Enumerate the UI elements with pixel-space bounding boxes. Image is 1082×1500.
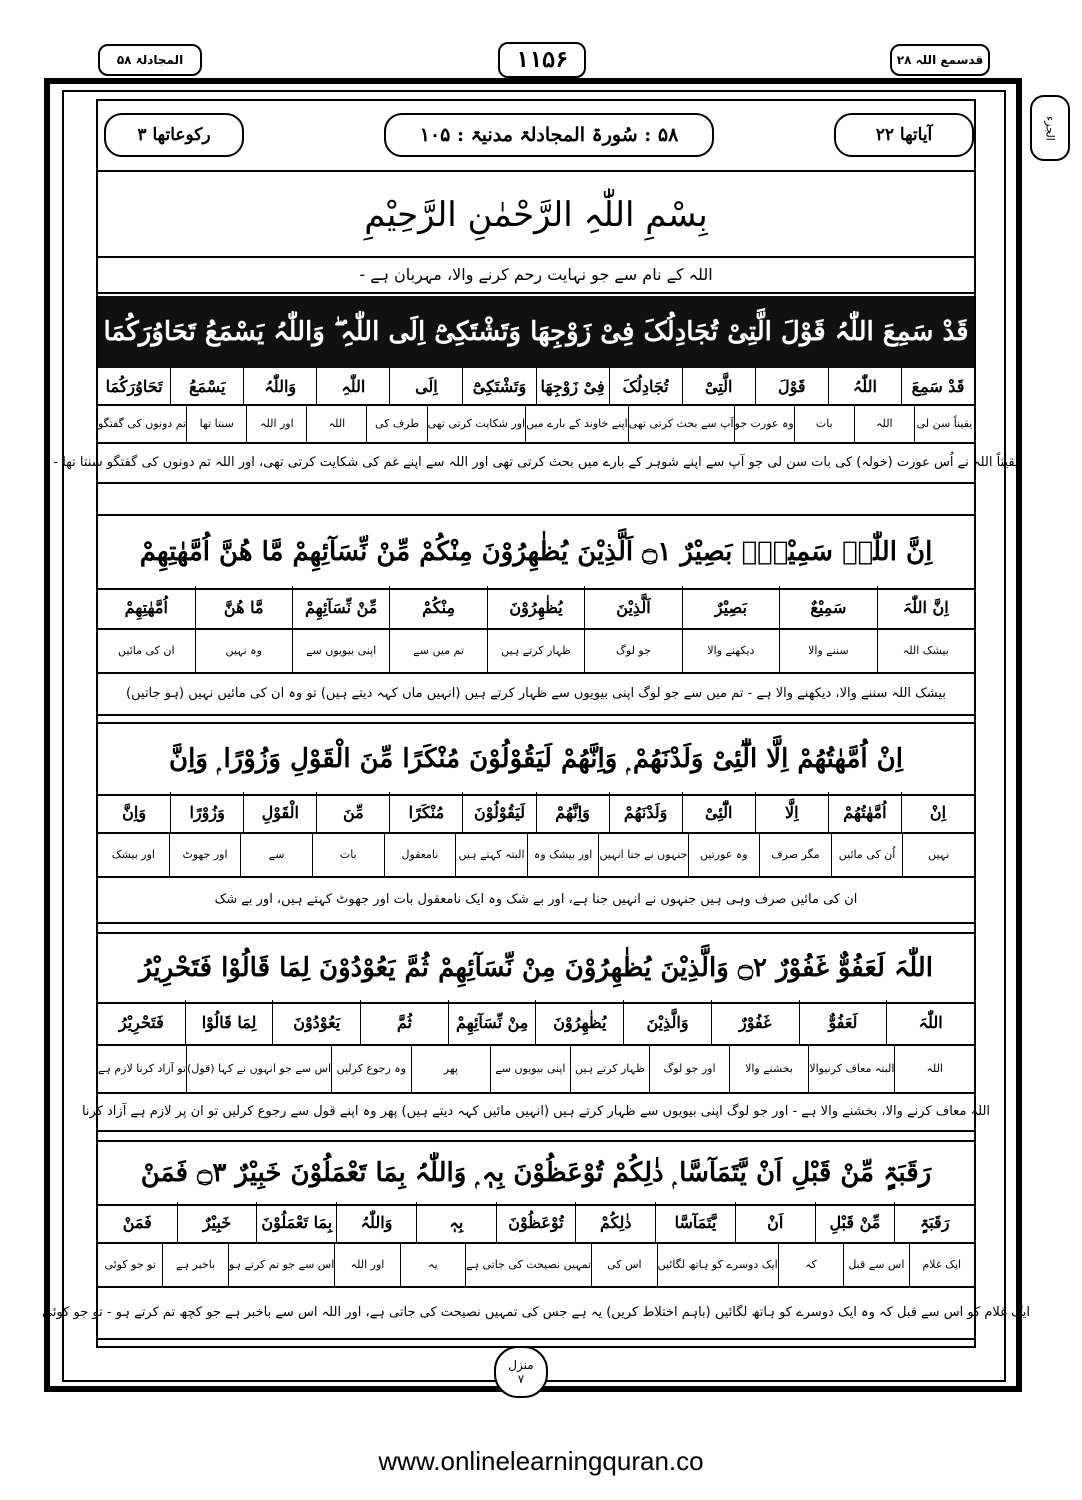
meaning-cell: وہ عورتیں bbox=[688, 832, 760, 876]
word-cell: وَاللّٰہُ bbox=[243, 368, 316, 404]
meaning-cell: جو لوگ bbox=[584, 628, 681, 672]
juz-side-badge: الجزء bbox=[1030, 95, 1070, 161]
meaning-cell: اپنی بیویوں سے bbox=[490, 1044, 570, 1092]
word-cell: فَتَحْرِیْرُ bbox=[118, 1012, 164, 1032]
meaning-cell: طرف کی bbox=[366, 404, 426, 442]
surah-name-label: المجادلۃ ۵۸ bbox=[98, 44, 202, 76]
ruku-count-cartouche: رکوعاتھا ۳ bbox=[104, 113, 244, 157]
meaning-cell: باخبر ہے bbox=[162, 1242, 227, 1286]
word-grid-meaning bbox=[98, 1242, 974, 1288]
verse-translation: ان کی مائیں صرف وہی ہیں جنہوں نے انہیں جنا ہے، اور بے شک وہ ایک نامعقول بات اور جھوٹ کہتے ہیں، اور بے شک bbox=[98, 876, 974, 924]
meaning-cell: سننے والا bbox=[779, 628, 876, 672]
word-cell: سَمِیْعٌ bbox=[779, 586, 876, 628]
word-cell: لِمَا قَالُوْا bbox=[185, 1000, 273, 1044]
meaning-cell: وہ رجوع کرلیں bbox=[331, 1044, 411, 1092]
meaning-cell: وہ عورت جو bbox=[734, 404, 794, 442]
word-cell: یُظٰھِرُوْنَ bbox=[535, 1000, 623, 1044]
meaning-cell: اور بیشک وہ bbox=[527, 832, 599, 876]
manzil-number: ۷ bbox=[517, 1372, 525, 1386]
manzil-badge bbox=[494, 1346, 548, 1398]
meaning-cell: اور جھوٹ bbox=[169, 832, 241, 876]
word-grid-arabic bbox=[98, 586, 974, 630]
meaning-cell: اُن کی مائیں bbox=[831, 832, 903, 876]
meaning-cell: تو جو کوئی bbox=[104, 1257, 156, 1271]
word-cell: یَسْمَعُ bbox=[170, 368, 243, 404]
meaning-cell: ان کی مائیں bbox=[118, 643, 175, 657]
word-grid-meaning bbox=[98, 1044, 974, 1094]
footer-website-url: www.onlinelearningquran.co bbox=[378, 1446, 704, 1476]
word-cell: الّٰٓئِیْ bbox=[682, 792, 755, 832]
word-grid-arabic bbox=[98, 1202, 974, 1244]
meaning-cell: اور اللہ bbox=[246, 404, 306, 442]
word-cell: اَنْ bbox=[735, 1202, 815, 1242]
word-cell: بِمَا تَعْمَلُوْنَ bbox=[256, 1202, 336, 1242]
word-cell: تَحَاوُرَکُمَا bbox=[105, 376, 163, 396]
word-cell: رَقَبَۃٍ bbox=[894, 1202, 974, 1242]
word-cell: قَوْلَ bbox=[755, 368, 828, 404]
word-cell: یَعُوْدُوْنَ bbox=[272, 1000, 360, 1044]
word-cell: الْقَوْلِ bbox=[243, 792, 316, 832]
word-grid-arabic bbox=[98, 1000, 974, 1046]
meaning-cell: تو آزاد کرنا لازم ہے bbox=[97, 1061, 187, 1075]
meaning-cell: بخشنے والا bbox=[729, 1044, 809, 1092]
meaning-cell: البتہ کہتے ہیں bbox=[455, 832, 527, 876]
meaning-cell: تمہیں نصیحت کی جاتی ہے bbox=[465, 1242, 591, 1286]
ayat-count-cartouche: آیاتھا ۲۲ bbox=[834, 113, 974, 157]
verse-arabic-line: قَدْ سَمِعَ اللّٰہُ قَوْلَ الَّتِیْ تُجَادِلُکَ فِیْ زَوْجِھَا وَتَشْتَکِیْٓ اِلَی اللّٰہِ ۖ وَاللّٰہُ یَسْمَعُ تَحَاوُرَکُمَا bbox=[98, 296, 974, 368]
word-cell: مِنْ نِّسَآئِھِمْ bbox=[448, 1000, 536, 1044]
meaning-cell: جنہوں نے جنا انہیں bbox=[598, 832, 687, 876]
word-grid-meaning bbox=[98, 628, 974, 674]
word-cell: مُنْکَرًا bbox=[389, 792, 462, 832]
word-cell: اللّٰہِ bbox=[316, 368, 389, 404]
meaning-cell: اللہ bbox=[854, 404, 914, 442]
word-grid-meaning bbox=[98, 832, 974, 878]
word-cell: مَّا ھُنَّ bbox=[195, 586, 292, 628]
word-cell: اِنَّ اللّٰہَ bbox=[877, 586, 974, 628]
meaning-cell: ایک دوسرے کو ہاتھ لگائیں bbox=[657, 1242, 778, 1286]
word-cell: اُمَّھٰتُھُمْ bbox=[828, 792, 901, 832]
word-grid-arabic bbox=[98, 792, 974, 834]
word-cell: اللّٰہَ bbox=[886, 1000, 974, 1044]
meaning-cell: نہیں bbox=[902, 832, 974, 876]
meaning-cell: اور شکایت کرتی تھی bbox=[427, 404, 526, 442]
verse-translation: اللہ معاف کرنے والا، بخشنے والا ہے - اور جو لوگ اپنی بیویوں سے ظہار کرتے ہیں (انہیں مائیں کہہ دیتے ہیں) پھر وہ اپنے قول سے رجوع کرلیں تو ان پر لازم ہے آزاد کرنا bbox=[98, 1092, 974, 1132]
meaning-cell: سنتا تھا bbox=[186, 404, 246, 442]
meaning-cell: بات bbox=[312, 832, 384, 876]
word-cell: اللّٰہُ bbox=[828, 368, 901, 404]
meaning-cell: اور اللہ bbox=[334, 1242, 399, 1286]
word-cell: بَصِیْرٌ bbox=[682, 586, 779, 628]
meaning-cell: اپنی بیویوں سے bbox=[292, 628, 389, 672]
word-cell: اِنْ bbox=[901, 792, 974, 832]
verse-translation: بیشک اللہ سننے والا، دیکھنے والا ہے - تم میں سے جو لوگ اپنی بیویوں سے ظہار کرتے ہیں (انہیں ماں کہہ دیتے ہیں) تو وہ ان کی مائیں نہیں (ہو جاتیں) bbox=[98, 672, 974, 716]
word-cell: اُمَّھٰتِھِمْ bbox=[124, 597, 168, 617]
word-cell: اِلَّا bbox=[755, 792, 828, 832]
meaning-cell: یہ bbox=[400, 1242, 465, 1286]
manzil-label: منزل bbox=[508, 1358, 534, 1372]
word-cell: وَتَشْتَکِیْٓ bbox=[462, 368, 535, 404]
meaning-cell: اس کی bbox=[591, 1242, 656, 1286]
meaning-cell: البتہ معاف کرنیوالا bbox=[808, 1044, 894, 1092]
meaning-cell: اس سے جو تم کرتے ہو bbox=[228, 1242, 334, 1286]
word-cell: ثُمَّ bbox=[360, 1000, 448, 1044]
word-cell: قَدْ سَمِعَ bbox=[901, 368, 974, 404]
word-cell: وَزُوْرًا bbox=[170, 792, 243, 832]
meaning-cell: وہ نہیں bbox=[195, 628, 292, 672]
word-cell: فِیْ زَوْجِھَا bbox=[536, 368, 609, 404]
word-cell: مِّنْ قَبْلِ bbox=[815, 1202, 895, 1242]
meaning-cell: نامعقول bbox=[384, 832, 456, 876]
meaning-cell: دیکھنے والا bbox=[682, 628, 779, 672]
meaning-cell: اور جو لوگ bbox=[649, 1044, 729, 1092]
word-cell: وَاِنَّھُمْ bbox=[536, 792, 609, 832]
verse-arabic-line: اِنْ اُمَّھٰتُھُمْ اِلَّا الّٰٓئِیْ وَلَدْنَھُمْ ۭ وَاِنَّھُمْ لَیَقُوْلُوْنَ مُنْکَرًا مِّنَ الْقَوْلِ وَزُوْرًا ۭ وَاِنَّ bbox=[98, 722, 974, 796]
verse-translation: ایک غلام کو اس سے قبل کہ وہ ایک دوسرے کو ہاتھ لگائیں (باہم اختلاط کریں) یہ ہے جس کی تمہیں نصیحت کی جاتی ہے، اور اللہ اس سے باخبر ہے جو کچھ تم کرتے ہو - تو جو کوئی bbox=[98, 1286, 974, 1340]
juz-name-label: قدسمع اللہ ۲۸ bbox=[890, 44, 990, 76]
word-cell: وَالَّذِیْنَ bbox=[623, 1000, 711, 1044]
word-cell: بِہٖ bbox=[416, 1202, 496, 1242]
meaning-cell: یقیناً سن لی bbox=[914, 404, 974, 442]
verse-arabic-line: رَقَبَۃٍ مِّنْ قَبْلِ اَنْ یَّتَمَآسَّا ۭ ذٰلِکُمْ تُوْعَظُوْنَ بِہٖ ۭ وَاللّٰہُ بِمَا تَعْمَلُوْنَ خَبِیْرٌ ۝۳ فَمَنْ bbox=[98, 1140, 974, 1206]
meaning-cell: اللہ bbox=[894, 1044, 974, 1092]
verse-arabic-line: اللّٰہَ لَعَفُوٌّ غَفُوْرٌ ۝۲ وَالَّذِیْنَ یُظٰھِرُوْنَ مِنْ نِّسَآئِھِمْ ثُمَّ یَعُوْدُوْنَ لِمَا قَالُوْا فَتَحْرِیْرُ bbox=[98, 932, 974, 1004]
word-cell: اَلَّذِیْنَ bbox=[584, 586, 681, 628]
word-cell: مِّنْ نِّسَآئِھِمْ bbox=[292, 586, 389, 628]
meaning-cell: بات bbox=[794, 404, 854, 442]
meaning-cell: بیشک اللہ bbox=[877, 628, 974, 672]
meaning-cell: سے bbox=[240, 832, 312, 876]
word-cell: لَعَفُوٌّ bbox=[799, 1000, 887, 1044]
meaning-cell: ظہار کرتے ہیں bbox=[487, 628, 584, 672]
meaning-cell: اپنے خاوند کے بارے میں bbox=[525, 404, 628, 442]
meaning-cell: پھر bbox=[411, 1044, 491, 1092]
meaning-cell: مگر صرف bbox=[759, 832, 831, 876]
meaning-cell: آپ سے بحث کرتی تھی bbox=[628, 404, 734, 442]
word-grid-meaning bbox=[98, 404, 974, 444]
meaning-cell: کہ bbox=[778, 1242, 843, 1286]
word-cell: غَفُوْرٌ bbox=[711, 1000, 799, 1044]
word-cell: فَمَنْ bbox=[122, 1212, 152, 1232]
word-grid-arabic bbox=[98, 368, 974, 406]
word-cell: خَبِیْرٌ bbox=[177, 1202, 257, 1242]
meaning-cell: اس سے قبل bbox=[843, 1242, 908, 1286]
word-cell: مِّنَ bbox=[316, 792, 389, 832]
word-cell: مِنْکُمْ bbox=[389, 586, 486, 628]
word-cell: ذٰلِکُمْ bbox=[575, 1202, 655, 1242]
surah-title-cartouche: ۵۸ : سُورۃ المجادلۃ مدنیۃ : ۱۰۵ bbox=[384, 113, 714, 157]
word-cell: یُظٰھِرُوْنَ bbox=[487, 586, 584, 628]
verse-arabic-line: اِنَّ اللّٰہَ سَمِیْعٌۢ بَصِیْرٌ ۝۱ اَلَّذِیْنَ یُظٰھِرُوْنَ مِنْکُمْ مِّنْ نِّسَآئِھِمْ مَّا ھُنَّ اُمَّھٰتِھِمْ bbox=[98, 514, 974, 590]
bismillah-banner bbox=[98, 170, 974, 258]
word-cell: وَاِنَّ bbox=[122, 802, 147, 822]
word-cell: وَلَدْنَھُمْ bbox=[609, 792, 682, 832]
meaning-cell: اس سے جو انہوں نے کہا (قول) bbox=[186, 1044, 331, 1092]
word-cell: تُجَادِلُکَ bbox=[609, 368, 682, 404]
meaning-cell: اللہ bbox=[306, 404, 366, 442]
word-cell: لَیَقُوْلُوْنَ bbox=[462, 792, 535, 832]
word-cell: اِلَی bbox=[389, 368, 462, 404]
page-number: ۱۱۵۶ bbox=[498, 42, 586, 78]
bismillah-text: بِسْمِ اللّٰہِ الرَّحْمٰنِ الرَّحِیْمِ bbox=[364, 194, 708, 235]
bismillah-translation: اللہ کے نام سے جو نہایت رحم کرنے والا، مہربان ہے - bbox=[98, 256, 974, 294]
meaning-cell: تم دونوں کی گفتگو bbox=[97, 416, 187, 430]
word-cell: تُوْعَظُوْنَ bbox=[496, 1202, 576, 1242]
verse-translation: یقیناً اللہ نے اُس عورت (خولہ) کی بات سن لی جو آپ سے اپنے شوہر کے بارے میں بحث کرتی تھی اور اللہ سے اپنے غم کی شکایت کرتی تھی، اور اللہ تم دونوں کی گفتگو سنتا تھا - bbox=[98, 442, 974, 484]
meaning-cell: تم میں سے bbox=[389, 628, 486, 672]
word-cell: وَاللّٰہُ bbox=[336, 1202, 416, 1242]
word-cell: یَّتَمَآسَّا bbox=[655, 1202, 735, 1242]
meaning-cell: ظہار کرتے ہیں bbox=[570, 1044, 650, 1092]
word-cell: الَّتِیْ bbox=[682, 368, 755, 404]
meaning-cell: اور بیشک bbox=[111, 847, 155, 861]
meaning-cell: ایک غلام bbox=[909, 1242, 974, 1286]
